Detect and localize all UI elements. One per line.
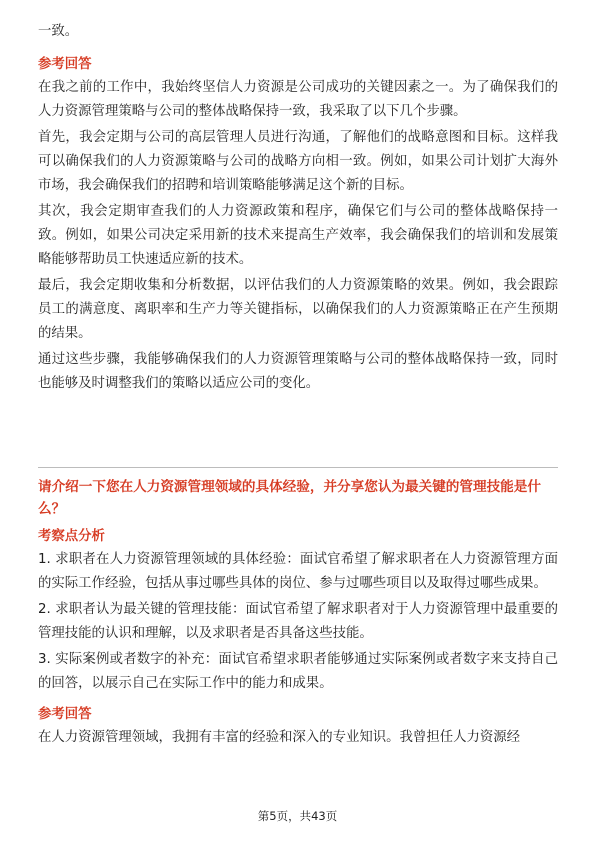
- answer-paragraph: 最后，我会定期收集和分析数据，以评估我们的人力资源策略的效果。例如，我会跟踪员工的满意度、离职率和生产力等关键指标，以确保我们的人力资源策略正在产生预期的结果。: [38, 278, 558, 341]
- answer-label: 参考回答: [38, 57, 92, 72]
- answer-paragraph: 其次，我会定期审查我们的人力资源政策和程序，确保它们与公司的整体战略保持一致。例如，如果公司决定采用新的技术来提高生产效率，我会确保我们的培训和发展策略能够帮助员工快速适应新的技术。: [38, 204, 558, 267]
- page-number: 第5页，共43页: [257, 809, 338, 823]
- answer-label: 参考回答: [38, 707, 92, 722]
- analysis-item: 2. 求职者认为最关键的管理技能：面试官希望了解求职者对于人力资源管理中最重要的管理技能的认识和理解，以及求职者是否具备这些技能。: [38, 602, 558, 641]
- page-content: [38, 20, 558, 398]
- section-divider: [38, 467, 558, 468]
- analysis-item: 3. 实际案例或者数字的补充：面试官希望求职者能够通过实际案例或者数字来支持自己的回答，以展示自己在实际工作中的能力和成果。: [38, 652, 558, 691]
- answer-paragraph: 在我之前的工作中，我始终坚信人力资源是公司成功的关键因素之一。为了确保我们的人力资源管理策略与公司的整体战略保持一致，我采取了以下几个步骤。: [38, 80, 558, 119]
- answer-paragraph: 通过这些步骤，我能够确保我们的人力资源管理策略与公司的整体战略保持一致，同时也能够及时调整我们的策略以适应公司的变化。: [38, 352, 558, 391]
- continuation-text: 一致。: [38, 24, 79, 39]
- question-section: [38, 476, 558, 750]
- analysis-label: 考察点分析: [38, 529, 105, 544]
- question-title: 请介绍一下您在人力资源管理领域的具体经验，并分享您认为最关键的管理技能是什么？: [38, 479, 541, 517]
- answer-paragraph: 首先，我会定期与公司的高层管理人员进行沟通，了解他们的战略意图和目标。这样我可以确保我们的人力资源策略与公司的战略方向相一致。例如，如果公司计划扩大海外市场，我会确保我们的招聘和培训策略能够满足这个新的目标。: [38, 130, 558, 193]
- analysis-item: 1. 求职者在人力资源管理领域的具体经验：面试官希望了解求职者在人力资源管理方面的实际工作经验，包括从事过哪些具体的岗位、参与过哪些项目以及取得过哪些成果。: [38, 552, 558, 591]
- answer-paragraph: 在人力资源管理领域，我拥有丰富的经验和深入的专业知识。我曾担任人力资源经: [38, 730, 521, 745]
